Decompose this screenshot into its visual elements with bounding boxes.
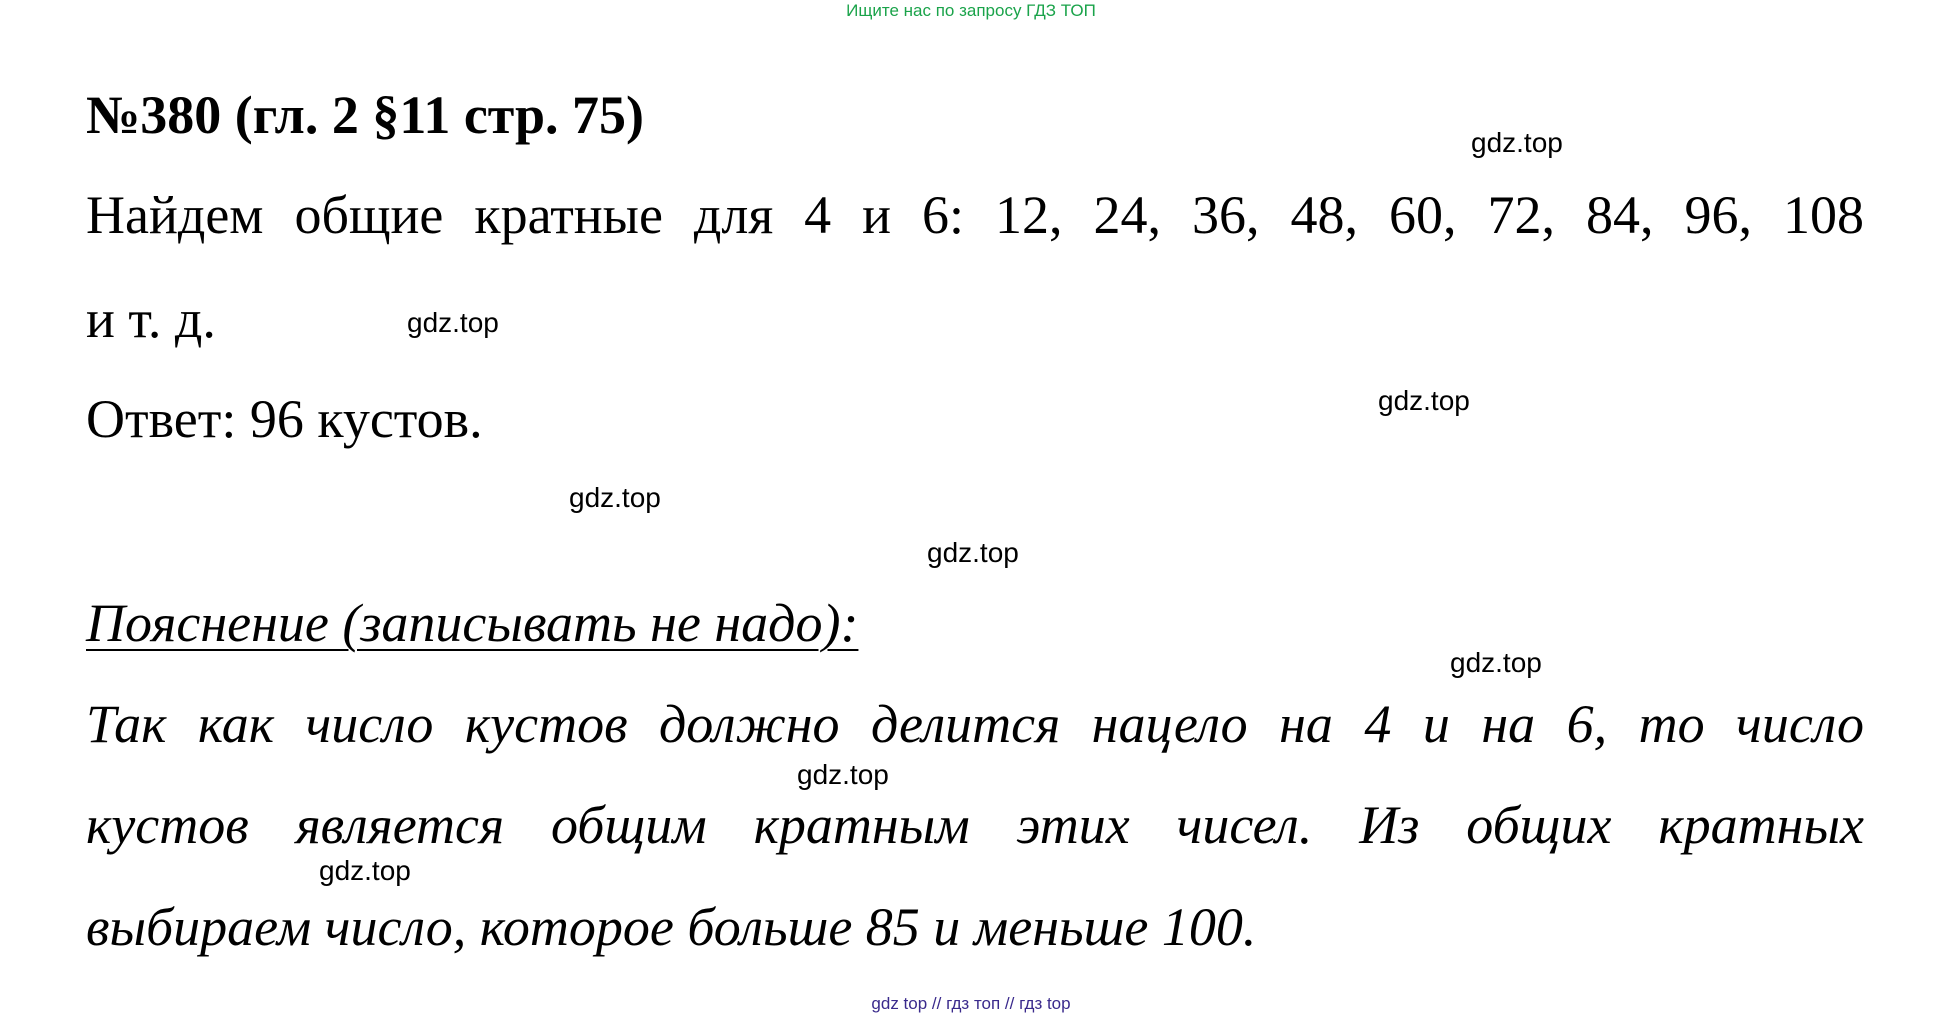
watermark: gdz.top	[1450, 647, 1542, 678]
watermark: gdz.top	[927, 537, 1019, 568]
solution-line-2: и т. д.	[86, 289, 216, 349]
problem-title: №380 (гл. 2 §11 стр. 75)	[86, 85, 645, 145]
watermark: gdz.top	[797, 759, 889, 790]
explanation-heading: Пояснение (записывать не надо):	[86, 593, 859, 653]
watermark: gdz.top	[319, 855, 411, 886]
watermark: gdz.top	[407, 307, 499, 338]
explanation-line-2: кустов является общим кратным этих чисел. Из общих кратных	[86, 795, 1864, 855]
watermark: gdz.top	[569, 482, 661, 513]
explanation-line-3: выбираем число, которое больше 85 и меньше 100.	[86, 897, 1257, 957]
watermark: gdz.top	[1378, 385, 1470, 416]
watermark: gdz.top	[1471, 127, 1563, 158]
solution-line-1: Найдем общие кратные для 4 и 6: 12, 24, 36, 48, 60, 72, 84, 96, 108	[86, 185, 1864, 245]
explanation-line-1: Так как число кустов должно делится нацело на 4 и на 6, то число	[86, 694, 1864, 754]
footer-links: gdz top // гдз топ // гдз top	[871, 994, 1071, 1013]
answer-line: Ответ: 96 кустов.	[86, 389, 483, 449]
top-banner: Ищите нас по запросу ГДЗ ТОП	[846, 1, 1096, 20]
